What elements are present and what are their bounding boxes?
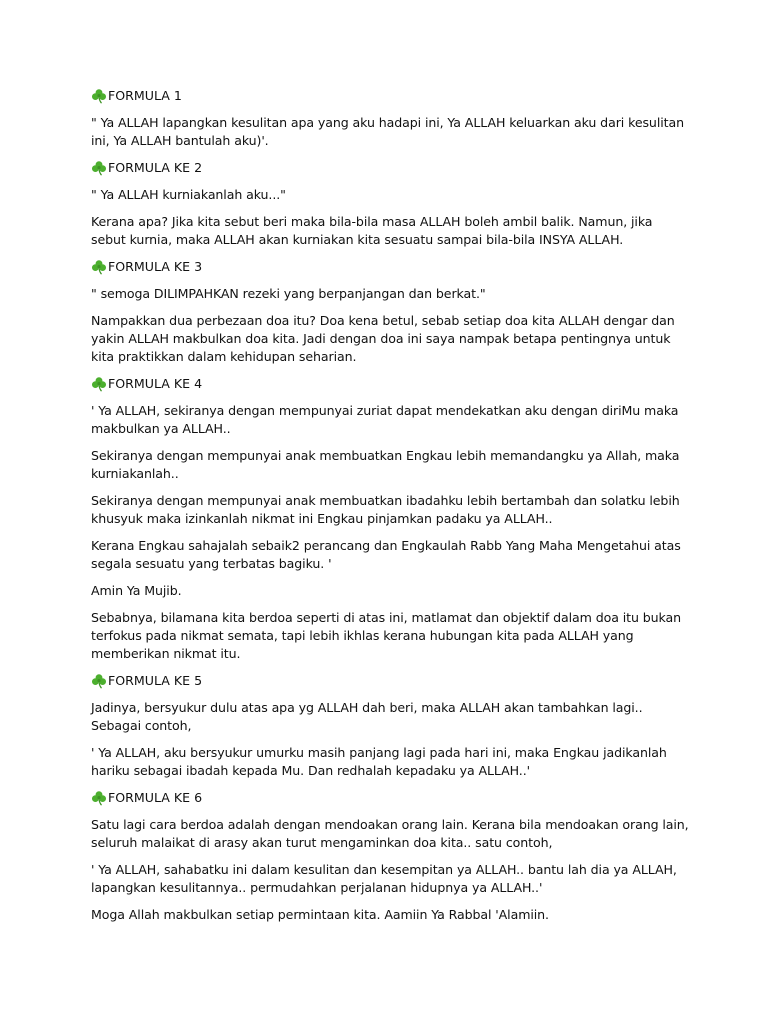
section-heading: [91, 672, 691, 690]
paragraph: Sekiranya dengan mempunyai anak membuatkan Engkau lebih memandangku ya Allah, maka kurniakanlah..: [91, 448, 680, 481]
paragraph: Satu lagi cara berdoa adalah dengan mendoakan orang lain. Kerana bila mendoakan orang lain, seluruh malaikat di arasy akan turut mengaminkan doa kita.. satu contoh,: [91, 817, 689, 850]
paragraph: " Ya ALLAH lapangkan kesulitan apa yang aku hadapi ini, Ya ALLAH keluarkan aku dari kesulitan ini, Ya ALLAH bantulah aku)'.: [91, 115, 684, 148]
section-heading: [91, 159, 691, 177]
section-heading: [91, 87, 691, 105]
clover-icon: [91, 376, 107, 392]
clover-icon: [91, 673, 107, 689]
paragraph: Amin Ya Mujib.: [91, 583, 182, 598]
paragraph: Nampakkan dua perbezaan doa itu? Doa kena betul, sebab setiap doa kita ALLAH dengar dan yakin ALLAH makbulkan doa kita. Jadi dengan doa ini saya nampak betapa pentingnya untuk kita praktikkan dalam kehidupan seharian.: [91, 313, 675, 364]
paragraph: ' Ya ALLAH, sekiranya dengan mempunyai zuriat dapat mendekatkan aku dengan diriMu maka makbulkan ya ALLAH..: [91, 403, 679, 436]
section-heading-text: FORMULA 1: [108, 88, 182, 103]
section-heading-text: FORMULA KE 3: [108, 259, 203, 274]
paragraph: Sekiranya dengan mempunyai anak membuatkan ibadahku lebih bertambah dan solatku lebih khusyuk maka izinkanlah nikmat ini Engkau pinjamkan padaku ya ALLAH..: [91, 493, 680, 526]
section-heading: [91, 258, 691, 276]
section-heading-text: FORMULA KE 4: [108, 376, 203, 391]
section-heading-text: FORMULA KE 2: [108, 160, 203, 175]
paragraph: ' Ya ALLAH, sahabatku ini dalam kesulitan dan kesempitan ya ALLAH.. bantu lah dia ya ALLAH, lapangkan kesulitannya.. permudahkan perjalanan hidupnya ya ALLAH..': [91, 862, 677, 895]
clover-icon: [91, 88, 107, 104]
clover-icon: [91, 259, 107, 275]
paragraph: Kerana Engkau sahajalah sebaik2 perancang dan Engkaulah Rabb Yang Maha Mengetahui atas segala sesuatu yang terbatas bagiku. ': [91, 538, 681, 571]
paragraph: Moga Allah makbulkan setiap permintaan kita. Aamiin Ya Rabbal 'Alamiin.: [91, 907, 549, 922]
paragraph: Jadinya, bersyukur dulu atas apa yg ALLAH dah beri, maka ALLAH akan tambahkan lagi.. Sebagai contoh,: [91, 700, 643, 733]
section-heading-text: FORMULA KE 5: [108, 673, 203, 688]
paragraph: ' Ya ALLAH, aku bersyukur umurku masih panjang lagi pada hari ini, maka Engkau jadikanlah hariku sebagai ibadah kepada Mu. Dan redhalah kepadaku ya ALLAH..': [91, 745, 667, 778]
paragraph: Kerana apa? Jika kita sebut beri maka bila-bila masa ALLAH boleh ambil balik. Namun, jika sebut kurnia, maka ALLAH akan kurniakan kita sesuatu sampai bila-bila INSYA ALLAH.: [91, 214, 653, 247]
section-heading-text: FORMULA KE 6: [108, 790, 203, 805]
paragraph: " semoga DILIMPAHKAN rezeki yang berpanjangan dan berkat.": [91, 286, 486, 301]
paragraph: " Ya ALLAH kurniakanlah aku...": [91, 187, 286, 202]
clover-icon: [91, 160, 107, 176]
paragraph: Sebabnya, bilamana kita berdoa seperti di atas ini, matlamat dan objektif dalam doa itu bukan terfokus pada nikmat semata, tapi lebih ikhlas kerana hubungan kita pada ALLAH yang memberikan nikmat itu.: [91, 610, 682, 661]
section-heading: [91, 789, 691, 807]
section-heading: [91, 375, 691, 393]
clover-icon: [91, 790, 107, 806]
document-page: [91, 87, 691, 933]
